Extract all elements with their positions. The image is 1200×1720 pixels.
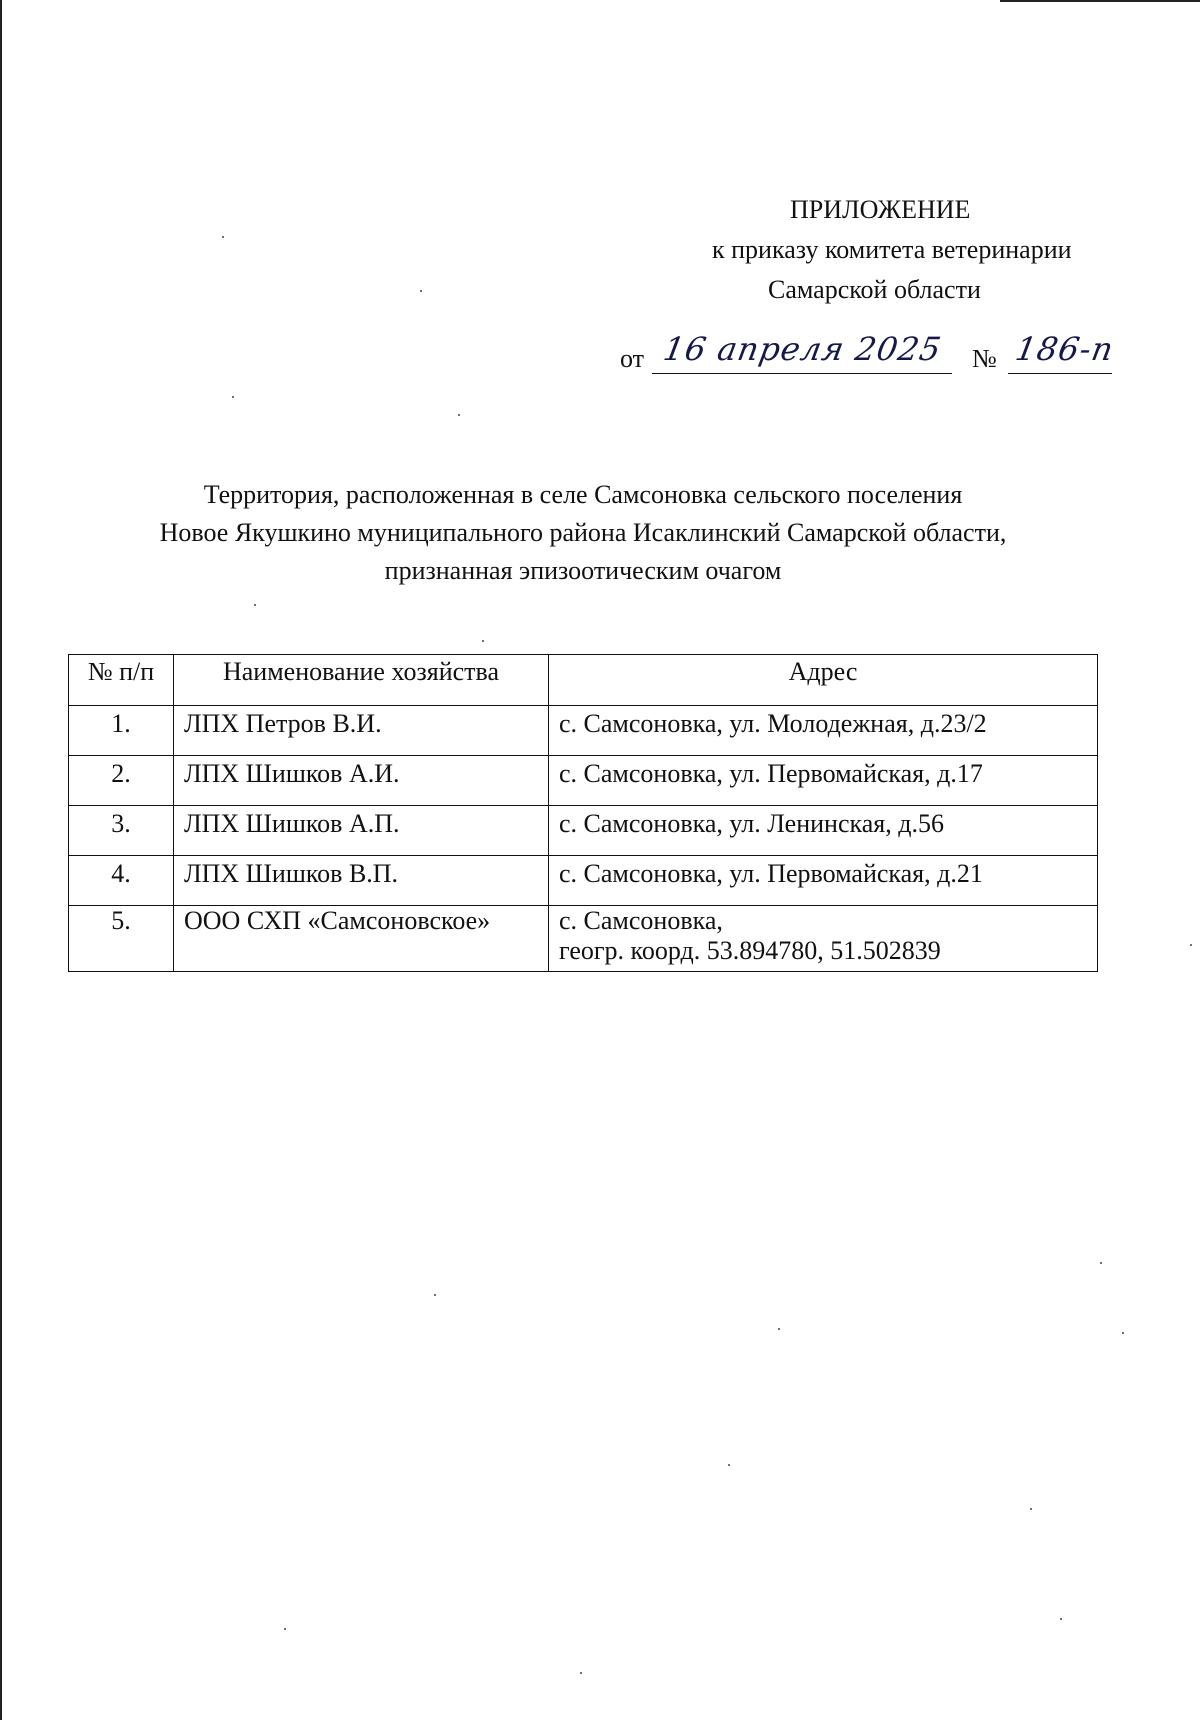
- order-date-number: [620, 330, 1120, 374]
- appendix-region: Самарской области: [768, 275, 981, 304]
- row-farm-name: ЛПХ Шишков А.И.: [174, 756, 549, 806]
- heading-line-3: признанная эпизоотическим очагом: [384, 556, 782, 585]
- table-row: [69, 856, 1098, 906]
- row-address-line: с. Самсоновка, ул. Первомайская, д.17: [559, 759, 983, 788]
- table-row: [69, 756, 1098, 806]
- scan-speck: [434, 1294, 436, 1296]
- appendix-header: [640, 190, 1120, 310]
- scan-speck: [232, 396, 234, 398]
- row-address: [549, 756, 1098, 806]
- scan-left-border: [0, 0, 2, 1720]
- scan-speck: [728, 1464, 730, 1466]
- scan-speck: [254, 604, 256, 606]
- row-number: 3.: [69, 806, 174, 856]
- row-address-coords: геогр. коорд. 53.894780, 51.502839: [559, 936, 941, 965]
- scan-speck: [420, 290, 422, 292]
- scan-speck: [222, 236, 224, 238]
- scan-speck: [1030, 1508, 1032, 1510]
- heading-line-1: Территория, расположенная в селе Самсоновка сельского поселения: [203, 480, 963, 509]
- order-from-label: от: [620, 344, 645, 373]
- heading-line-2: Новое Якушкино муниципального района Исаклинский Самарской области,: [159, 518, 1007, 547]
- scan-speck: [482, 640, 484, 642]
- scan-speck: [778, 1328, 780, 1330]
- row-address-line: с. Самсоновка, ул. Молодежная, д.23/2: [559, 709, 987, 738]
- header-address: Адрес: [549, 655, 1098, 706]
- scan-speck: [1122, 1332, 1124, 1334]
- scan-speck: [1060, 1618, 1062, 1620]
- table-row: [69, 806, 1098, 856]
- row-farm-name: ЛПХ Петров В.И.: [174, 706, 549, 756]
- row-number: 1.: [69, 706, 174, 756]
- row-farm-name: ЛПХ Шишков А.П.: [174, 806, 549, 856]
- appendix-title: ПРИЛОЖЕНИЕ: [790, 195, 971, 224]
- row-farm-name: ООО СХП «Самсоновское»: [174, 906, 549, 972]
- table-row: [69, 906, 1098, 972]
- row-number: 4.: [69, 856, 174, 906]
- row-address: [549, 806, 1098, 856]
- order-number-label: №: [972, 344, 997, 373]
- row-address-line: с. Самсоновка, ул. Первомайская, д.21: [559, 859, 983, 888]
- row-address-line: с. Самсоновка,: [559, 906, 723, 935]
- table-row: [69, 706, 1098, 756]
- row-address: [549, 706, 1098, 756]
- scan-speck: [580, 1672, 582, 1674]
- scan-top-border: [1000, 0, 1200, 2]
- scan-speck: [284, 1628, 286, 1630]
- order-number-handwritten: 186-п: [1012, 330, 1117, 368]
- row-number: 5.: [69, 906, 174, 972]
- scan-speck: [1190, 944, 1192, 946]
- farms-table: [68, 654, 1098, 972]
- header-number: № п/п: [69, 655, 174, 706]
- row-farm-name: ЛПХ Шишков В.П.: [174, 856, 549, 906]
- scan-speck: [458, 414, 460, 416]
- document-heading: [68, 476, 1098, 590]
- row-address: [549, 906, 1098, 972]
- number-underline: [1008, 373, 1112, 374]
- order-date-handwritten: 16 апреля 2025: [660, 330, 945, 368]
- row-number: 2.: [69, 756, 174, 806]
- row-address: [549, 856, 1098, 906]
- header-farm-name: Наименование хозяйства: [174, 655, 549, 706]
- scan-speck: [1100, 1262, 1102, 1264]
- table-header-row: [69, 655, 1098, 706]
- row-address-line: с. Самсоновка, ул. Ленинская, д.56: [559, 809, 944, 838]
- date-underline: [652, 373, 952, 374]
- appendix-order-ref: к приказу комитета ветеринарии: [712, 235, 1072, 264]
